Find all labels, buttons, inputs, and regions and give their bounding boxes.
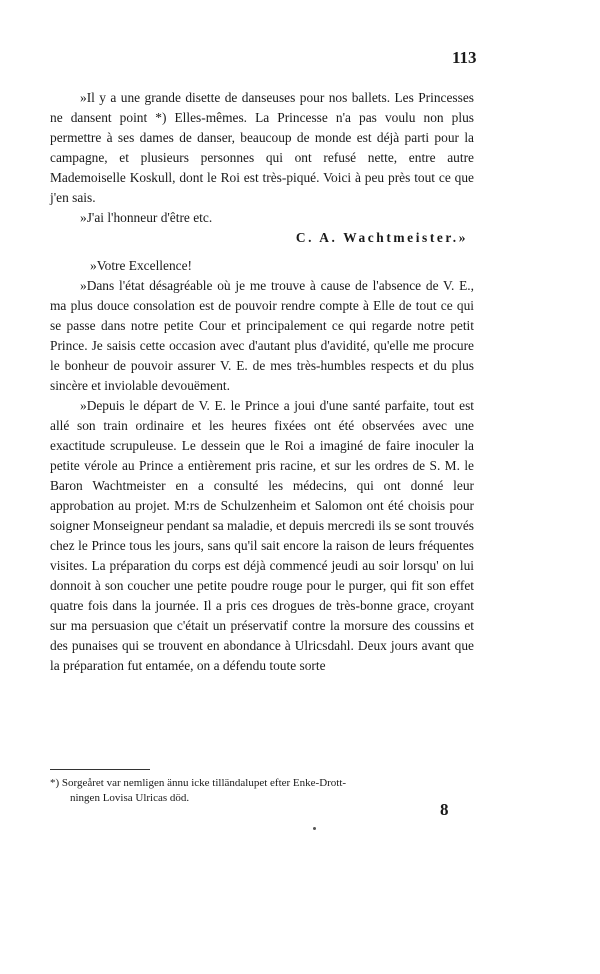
footnote-line-2: ningen Lovisa Ulricas död. <box>70 792 190 804</box>
letter1-closing: »J'ai l'honneur d'être etc. <box>80 210 213 225</box>
letter2-paragraph-1: »Dans l'état désagréable où je me trouve à cause de l'absence de V. E., ma plus douce consolation est de pouvoir rendre compte à Elle de tout ce qui se passe dans notre petite Cour et principalement ce qui regarde notre petit Prince. Je saisis cette occasion avec d'autant plus d'avidité, qu'elle me procure le bonheur de pouvoir assurer V. E. de mes très-humbles respects et du plus sincère et inviolable devouëment. <box>50 278 474 393</box>
page-number: 113 <box>452 48 477 67</box>
letter2-salutation: »Votre Excellence! <box>90 258 192 273</box>
footnote <box>50 776 480 806</box>
footnote-line-1: *) Sorgeåret var nemligen ännu icke tilländalupet efter Enke-Drott- <box>50 777 347 789</box>
signature-mark: 8 <box>440 800 449 819</box>
letter-separator <box>50 248 474 256</box>
footnote-rule <box>50 769 150 770</box>
page-body <box>50 88 474 676</box>
letter1-paragraph: »Il y a une grande disette de danseuses pour nos ballets. Les Princesses ne dansent point *) Elles-mêmes. La Princesse n'a pas voulu non plus permettre à ses dames de danser, beaucoup de monde est déjà parti pour la campagne, et plusieurs personnes qui ont refusé nette, entre autre Mademoiselle Koskull, dont le Roi est très-piqué. Voici à peu près tout ce que j'en sais. <box>50 90 474 205</box>
letter2-paragraph-2: »Depuis le départ de V. E. le Prince a joui d'une santé parfaite, tout est allé son train ordinaire et les heures fixées ont été observées avec une exactitude scrupuleuse. Le dessein que le Roi a imaginé de faire inoculer la petite vérole au Prince a entièrement pris racine, et sur les ordres de S. M. le Baron Wachtmeister en a consulté les médecins, qui ont donné leur approbation au projet. M:rs de Schulzenheim et Salomon ont été choisis pour soigner Monseigneur pendant sa maladie, et depuis mercredi ils se sont trouvés chez le Prince tous les jours, sans qu'il sait encore la raison de leurs fréquentes visites. La préparation du corps est déjà commencé jeudi au soir lorsqu' on lui donnoit à son coucher une petite poudre rouge pour le purger, qui fit son effet quatre fois dans la journée. Il a pris ces drogues de très-bonne grace, croyant sur ma persuasion que c'était un préservatif contre la morsure des coussins et des punaises qui se trouvent en abondance à Ulricsdahl. Deux jours avant que la préparation fut entamée, on a défendu toute sorte <box>50 398 474 673</box>
printer-dot <box>313 827 316 830</box>
letter1-signature: C. A. Wachtmeister.» <box>295 230 468 245</box>
